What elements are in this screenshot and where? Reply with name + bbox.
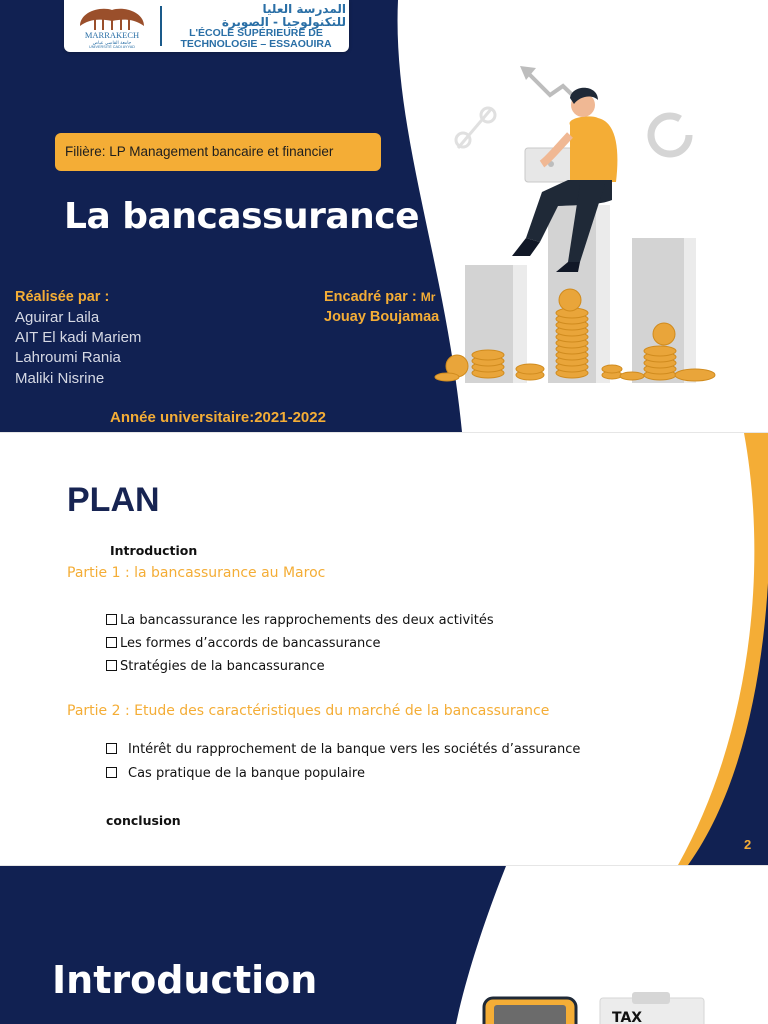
presentation-title: La bancassurance [64,196,420,237]
plan-introduction: Introduction [110,543,198,558]
school-name-ar-line1: المدرسة العليا [262,2,346,16]
plan-item-text: Les formes d’accords de bancassurance [120,636,381,651]
plan-title: PLAN [67,481,160,519]
member-name: Maliki Nisrine [15,370,105,387]
partie-1-heading: Partie 1 : la bancassurance au Maroc [67,565,326,581]
university-emblem-icon [70,4,154,48]
checkbox-bullet-icon [106,637,117,648]
slide-introduction [0,866,768,1024]
plan-item [106,636,380,651]
logo-divider [160,6,162,46]
checkbox-bullet-icon [106,767,117,778]
plan-item-text: Intérêt du rapprochement de la banque vers les sociétés d’assurance [128,742,581,757]
plan-item [106,613,494,628]
phone-tax-document-icon [480,992,710,1024]
member-name: AIT El kadi Mariem [15,329,142,346]
checkbox-bullet-icon [106,660,117,671]
school-name-ar-line2: للتكنولوجيا - الصويرة [221,15,346,29]
filiere-banner: Filière: LP Management bancaire et financier [55,133,381,171]
member-name: Lahroumi Rania [15,349,121,366]
svg-text:جامعة القاضي عياض: جامعة القاضي عياض [92,41,132,46]
plan-item [106,742,580,757]
checkbox-bullet-icon [106,614,117,625]
encadre-label-text: Encadré par : [324,289,417,305]
partie-2-heading: Partie 2 : Etude des caractéristiques du marché de la bancassurance [67,703,550,719]
encadre-title: Mr [420,290,436,304]
plan-conclusion: conclusion [106,813,181,828]
realisee-label: Réalisée par : [15,289,110,305]
school-name-fr-line2: TECHNOLOGIE – ESSAOUIRA [180,38,332,50]
encadre-label [324,289,435,305]
person-laptop-coins-chart-icon [430,60,730,390]
checkbox-bullet-icon [106,743,117,754]
plan-item-text: Stratégies de la bancassurance [120,659,325,674]
plan-item [106,659,325,674]
introduction-title: Introduction [52,958,318,1002]
member-name: Aguirar Laila [15,309,100,326]
slide-plan [0,433,768,865]
plan-item-text: La bancassurance les rapprochements des deux activités [120,613,494,628]
plan-item [106,766,365,781]
academic-year: Année universitaire:2021-2022 [110,409,326,426]
school-name-arabic [166,3,346,29]
svg-text:TAX: TAX [612,1010,643,1024]
svg-text:MARRAKECH: MARRAKECH [84,30,140,40]
slide-title [0,0,768,432]
page-number: 2 [744,837,752,852]
svg-text:UNIVERSITÉ CADI AYYAD: UNIVERSITÉ CADI AYYAD [88,45,136,48]
supervisor-name: Jouay Boujamaa [324,309,440,325]
school-name-fr-line1: L'ÉCOLE SUPÉRIEURE DE [189,27,323,39]
school-logo [64,0,349,52]
plan-item-text: Cas pratique de la banque populaire [128,766,365,781]
